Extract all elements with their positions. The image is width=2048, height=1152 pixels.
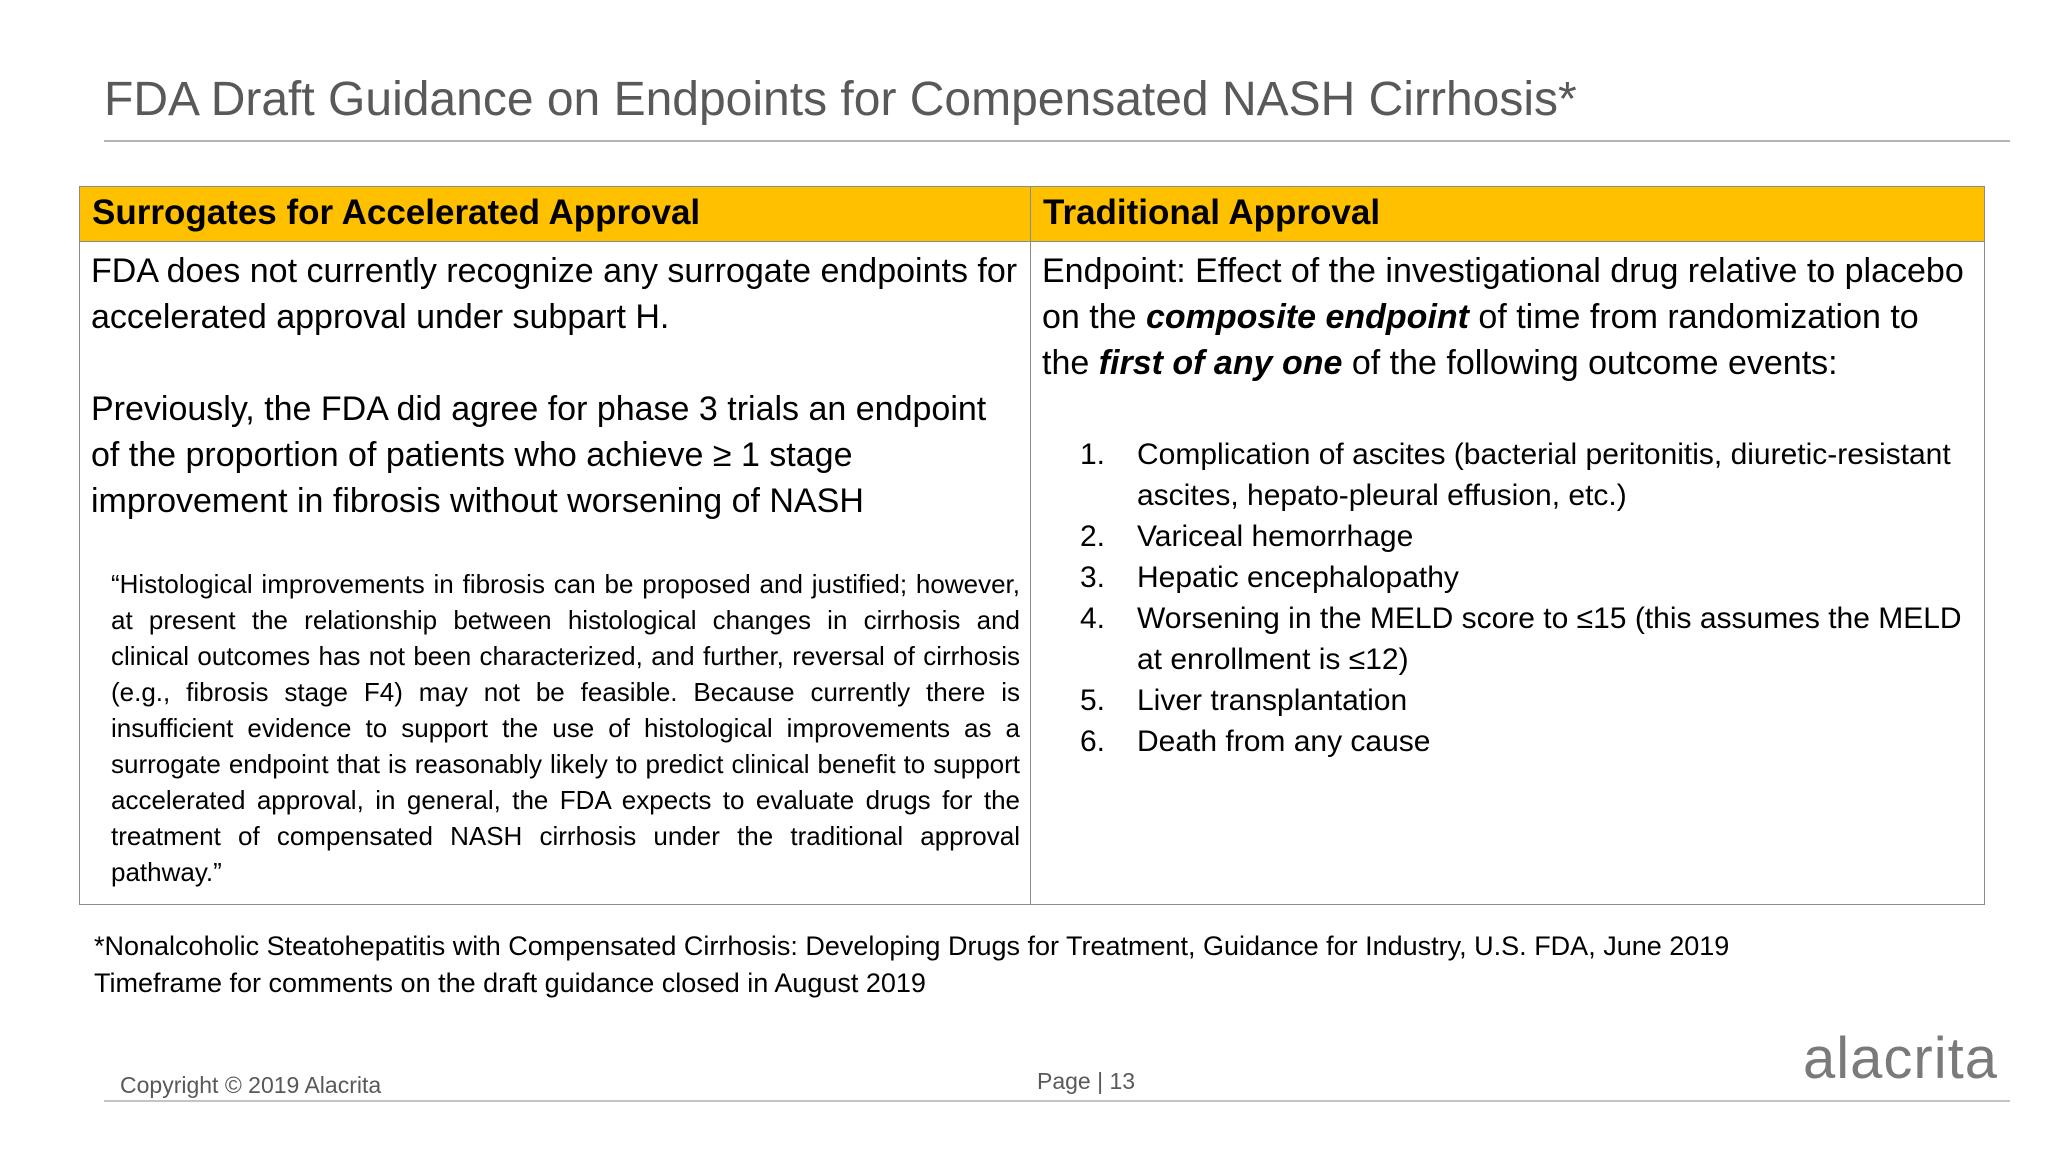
list-item-text: Death from any cause [1137,725,1431,758]
list-item-text: Hepatic encephalopathy [1137,561,1459,594]
list-item-number: 5. [1080,684,1106,717]
outcome-events-list [1042,434,1974,762]
endpoint-description [1042,248,1974,386]
alacrita-logo: alacrita [1803,1026,1998,1091]
previous-agreement: Previously, the FDA did agree for phase 3 trials an endpoint of the proportion of patients who achieve ≥ 1 stage improvement in fibrosis without worsening of NASH [91,390,987,520]
table-header-row [80,187,1985,242]
header-traditional-approval: Traditional Approval [1031,187,1985,242]
list-item [1042,598,1974,680]
list-item-number: 6. [1080,725,1106,758]
list-item-text: Variceal hemorrhage [1137,520,1414,553]
endpoint-text-2: of time from randomization to the [1042,298,1919,382]
page-number: Page | 13 [1037,1068,1136,1094]
traditional-approval-cell [1031,242,1985,905]
table-body-row [80,242,1985,905]
list-item-number: 2. [1080,520,1106,553]
title-divider [104,140,2010,142]
accelerated-approval-cell [80,242,1031,905]
slide-title: FDA Draft Guidance on Endpoints for Compensated NASH Cirrhosis* [104,73,1577,126]
list-item [1042,557,1974,598]
footnote-citation: *Nonalcoholic Steatohepatitis with Compensated Cirrhosis: Developing Drugs for Treatment, Guidance for Industry, U.S. FDA, June 2019 [94,931,1730,961]
surrogate-statement: FDA does not currently recognize any surrogate endpoints for accelerated approval under subpart H. [91,252,1018,336]
list-item [1042,434,1974,516]
footnote-timeframe: Timeframe for comments on the draft guidance closed in August 2019 [94,968,926,998]
list-item-number: 1. [1080,438,1106,471]
copyright-notice: Copyright © 2019 Alacrita [120,1072,382,1098]
endpoint-text-3: of the following outcome events: [1342,344,1838,382]
endpoint-text-1: Endpoint: Effect of the investigational drug relative to placebo on the [1042,252,1964,336]
footer-divider [104,1100,2010,1102]
list-item [1042,721,1974,762]
list-item [1042,516,1974,557]
composite-endpoint-emphasis: composite endpoint [1145,298,1469,336]
list-item-text: Worsening in the MELD score to ≤15 (this assumes the MELD at enrollment is ≤12) [1137,602,1962,676]
list-item-number: 4. [1080,602,1106,635]
list-item [1042,680,1974,721]
fda-quote: “Histological improvements in fibrosis can be proposed and justified; however, at present the relationship between histological changes in cirrhosis and clinical outcomes has not been characterized, and further, reversal of cirrhosis (e.g., fibrosis stage F4) may not be feasible. Because currently there is insufficient evidence to support the use of histological improvements as a surrogate endpoint that is reasonably likely to predict clinical benefit to support accelerated approval, in general, the FDA expects to evaluate drugs for the treatment of compensated NASH cirrhosis under the traditional approval pathway.” [111,569,1020,887]
header-accelerated-approval: Surrogates for Accelerated Approval [80,187,1031,242]
list-item-text: Complication of ascites (bacterial peritonitis, diuretic-resistant ascites, hepato-pleural effusion, etc.) [1137,438,1951,512]
first-of-any-one-emphasis: first of any one [1098,344,1343,382]
list-item-number: 3. [1080,561,1106,594]
list-item-text: Liver transplantation [1137,684,1408,717]
footnote [94,928,1729,1002]
endpoints-table [79,186,1985,905]
